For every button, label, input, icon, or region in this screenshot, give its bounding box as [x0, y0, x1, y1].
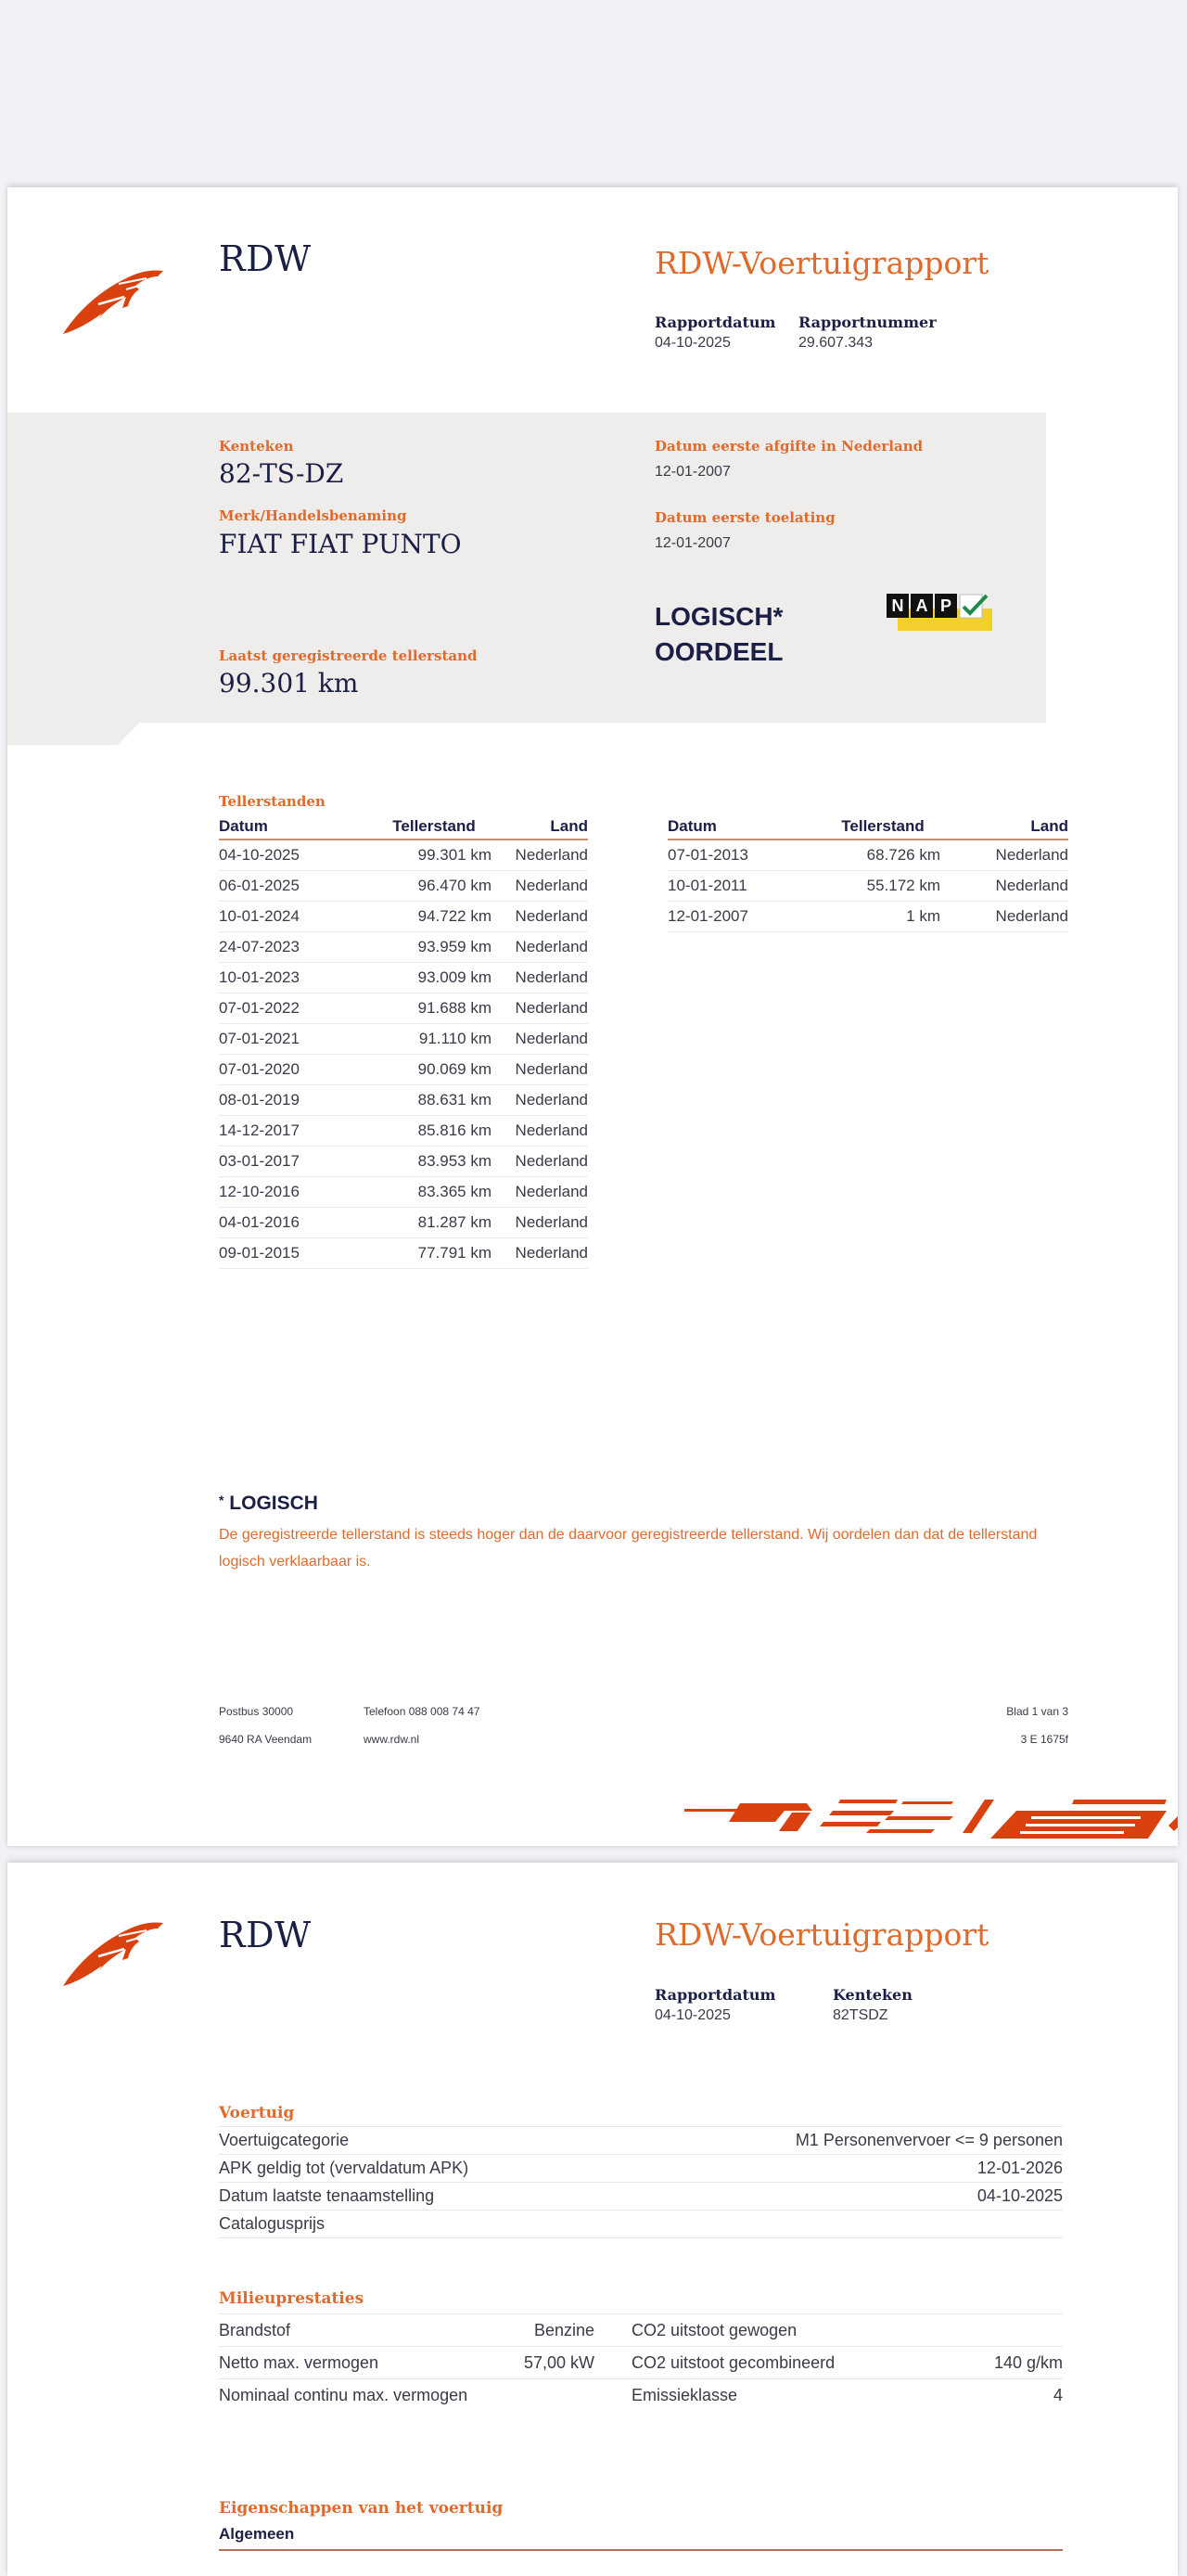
row-datum: 14-12-2017 [219, 1116, 377, 1147]
meta-value: 29.607.343 [798, 335, 874, 351]
tellerstanden-table-right [668, 817, 1068, 932]
tellerstand-row [219, 1116, 588, 1147]
row-datum: 07-01-2021 [219, 1024, 377, 1055]
milieu-label: Netto max. vermogen [219, 2353, 379, 2372]
row-datum: 08-01-2019 [219, 1085, 377, 1116]
rdw-stripes-decoration [675, 1798, 1178, 1846]
milieu-value [488, 2379, 594, 2411]
row-datum: 24-07-2023 [219, 932, 377, 963]
row-tellerstand: 55.172 km [825, 871, 940, 902]
tellerstand-row [219, 963, 588, 993]
milieu-value: Benzine [533, 2321, 594, 2339]
note-text: De geregistreerde tellerstand is steeds hoger dan de daarvoor geregistreerde tellerstand. Wij oordelen dan dat de tellerstand logisch verklaarbaar is. [219, 1527, 1038, 1570]
row-tellerstand: 77.791 km [377, 1238, 491, 1269]
col-header-land: Land [940, 817, 1068, 839]
report-page-2 [7, 1863, 1178, 2576]
meta-rapportdatum [655, 1986, 775, 2024]
voertuig-row [219, 2126, 1063, 2154]
row-tellerstand: 91.688 km [377, 993, 491, 1024]
col-header-tellerstand: Tellerstand [377, 817, 491, 839]
voertuig-label: Catalogusprijs [219, 2214, 325, 2233]
row-land: Nederland [491, 1116, 588, 1147]
algemeen-subtitle: Algemeen [219, 2525, 1063, 2551]
afgifte-label: Datum eerste afgifte in Nederland [655, 438, 924, 455]
tellerstand-row [219, 1024, 588, 1055]
milieu-label: CO2 uitstoot gewogen [632, 2321, 798, 2339]
meta-rapportnummer [798, 314, 937, 352]
row-tellerstand: 83.365 km [377, 1177, 491, 1208]
note-title-text: LOGISCH [229, 1493, 318, 1514]
row-datum: 12-10-2016 [219, 1177, 377, 1208]
nap-letter: N [887, 594, 909, 618]
milieu-spacer [594, 2347, 632, 2378]
tellerstand-row [219, 993, 588, 1024]
milieu-spacer [594, 2379, 632, 2411]
voertuig-label: Datum laatste tenaamstelling [219, 2186, 435, 2205]
oordeel-line2: OORDEEL [655, 637, 784, 666]
meta-label: Rapportdatum [655, 314, 776, 331]
tellerstanden-table-left [219, 817, 588, 1269]
row-land: Nederland [491, 1085, 588, 1116]
tellerstand-row [668, 871, 1068, 902]
voertuig-title: Voertuig [219, 2104, 295, 2122]
row-land: Nederland [491, 1208, 588, 1238]
tellerstand-row [219, 932, 588, 963]
row-land: Nederland [491, 1177, 588, 1208]
meta-kenteken [833, 1986, 913, 2024]
milieu-title: Milieuprestaties [219, 2289, 364, 2308]
row-land: Nederland [491, 871, 588, 902]
tellerstand-row [219, 1177, 588, 1208]
voertuig-row [219, 2182, 1063, 2210]
row-datum: 04-10-2025 [219, 839, 377, 871]
row-land: Nederland [491, 902, 588, 932]
row-tellerstand: 90.069 km [377, 1055, 491, 1085]
row-tellerstand: 88.631 km [377, 1085, 491, 1116]
meta-label: Rapportnummer [798, 314, 937, 331]
kenteken-value: 82-TS-DZ [219, 458, 344, 489]
tellerstand-row [219, 1055, 588, 1085]
voertuig-row [219, 2154, 1063, 2182]
summary-panel [7, 413, 1046, 723]
row-land: Nederland [940, 871, 1068, 902]
voertuig-value: 04-10-2025 [976, 2186, 1063, 2205]
tellerstand-row [668, 902, 1068, 932]
row-datum: 04-01-2016 [219, 1208, 377, 1238]
meta-value: 82TSDZ [833, 2007, 888, 2023]
col-header-land: Land [491, 817, 588, 839]
tellerstand-row [219, 871, 588, 902]
summary-panel-tail [7, 723, 139, 745]
row-tellerstand: 83.953 km [377, 1147, 491, 1177]
tellerstand-row [219, 1085, 588, 1116]
row-land: Nederland [491, 1024, 588, 1055]
tellerstand-row [668, 839, 1068, 871]
meta-label: Rapportdatum [655, 1986, 776, 2004]
tellerstand-row [219, 839, 588, 871]
row-land: Nederland [940, 839, 1068, 871]
row-datum: 10-01-2011 [668, 871, 825, 902]
meta-label: Kenteken [833, 1986, 913, 2004]
note-star: * [219, 1493, 224, 1507]
row-tellerstand: 81.287 km [377, 1208, 491, 1238]
row-land: Nederland [491, 1238, 588, 1269]
nap-logo [887, 594, 996, 636]
row-tellerstand: 68.726 km [825, 839, 940, 871]
row-land: Nederland [940, 902, 1068, 932]
row-datum: 07-01-2022 [219, 993, 377, 1024]
tellerstand-row [219, 1147, 588, 1177]
tellerstanden-title: Tellerstanden [219, 793, 325, 810]
row-land: Nederland [491, 993, 588, 1024]
voertuig-list [219, 2126, 1063, 2238]
meta-value: 04-10-2025 [655, 2007, 731, 2023]
footer-postbus: Postbus 30000 [219, 1705, 294, 1718]
tellerstand-row [219, 1208, 588, 1238]
tellerstand-row [219, 902, 588, 932]
footer-phone: Telefoon 088 008 74 47 [364, 1705, 480, 1718]
voertuig-label: Voertuigcategorie [219, 2131, 350, 2149]
brand-name: RDW [219, 238, 312, 279]
merk-label: Merk/Handelsbenaming [219, 507, 407, 524]
oordeel-line1: LOGISCH* [655, 602, 784, 631]
rdw-feather-logo-icon [61, 1914, 165, 1988]
merk-value: FIAT FIAT PUNTO [219, 529, 462, 559]
row-tellerstand: 1 km [825, 902, 940, 932]
meta-value: 04-10-2025 [655, 335, 731, 351]
voertuig-label: APK geldig tot (vervaldatum APK) [219, 2159, 469, 2177]
milieu-label: CO2 uitstoot gecombineerd [632, 2353, 836, 2372]
col-header-tellerstand: Tellerstand [825, 817, 940, 839]
footer-page-number: Blad 1 van 3 [1006, 1705, 1068, 1718]
footer-address: 9640 RA Veendam [219, 1733, 313, 1746]
row-tellerstand: 85.816 km [377, 1116, 491, 1147]
row-datum: 06-01-2025 [219, 871, 377, 902]
milieu-value [928, 2314, 1063, 2346]
footer-code: 3 E 1675f [1020, 1733, 1068, 1746]
toelating-label: Datum eerste toelating [655, 509, 836, 526]
row-land: Nederland [491, 1055, 588, 1085]
report-title: RDW-Voertuigrapport [655, 1916, 989, 1953]
report-title: RDW-Voertuigrapport [655, 245, 989, 281]
voertuig-row [219, 2210, 1063, 2238]
tellerstand-row [219, 1238, 588, 1269]
note-title [219, 1493, 318, 1515]
rdw-feather-logo-icon [61, 262, 165, 336]
eigenschappen-title: Eigenschappen van het voertuig [219, 2499, 504, 2518]
milieu-grid [219, 2313, 1063, 2411]
voertuig-value: 12-01-2026 [976, 2159, 1063, 2177]
row-tellerstand: 93.959 km [377, 932, 491, 963]
toelating-value: 12-01-2007 [655, 535, 731, 551]
row-datum: 03-01-2017 [219, 1147, 377, 1177]
row-datum: 10-01-2023 [219, 963, 377, 993]
row-datum: 07-01-2013 [668, 839, 825, 871]
brand-name: RDW [219, 1915, 312, 1955]
row-datum: 09-01-2015 [219, 1238, 377, 1269]
row-tellerstand: 94.722 km [377, 902, 491, 932]
row-tellerstand: 96.470 km [377, 871, 491, 902]
milieu-label: Emissieklasse [632, 2386, 738, 2404]
row-land: Nederland [491, 839, 588, 871]
col-header-datum: Datum [668, 817, 825, 839]
milieu-value: 57,00 kW [523, 2353, 594, 2372]
footer-web-link[interactable]: www.rdw.nl [364, 1733, 420, 1746]
milieu-row [219, 2313, 1063, 2346]
row-tellerstand: 93.009 km [377, 963, 491, 993]
nap-letter: A [911, 594, 933, 618]
milieu-row [219, 2346, 1063, 2378]
report-page-1 [7, 187, 1178, 1846]
col-header-datum: Datum [219, 817, 377, 839]
milieu-value: 4 [1053, 2386, 1063, 2404]
row-datum: 07-01-2020 [219, 1055, 377, 1085]
row-tellerstand: 91.110 km [377, 1024, 491, 1055]
voertuig-value: M1 Personenvervoer <= 9 personen [795, 2131, 1063, 2149]
row-land: Nederland [491, 932, 588, 963]
meta-rapportdatum [655, 314, 775, 352]
afgifte-value: 12-01-2007 [655, 464, 731, 480]
nap-check-icon [959, 592, 990, 620]
milieu-label: Nominaal continu max. vermogen [219, 2386, 468, 2404]
row-land: Nederland [491, 1147, 588, 1177]
nap-letter: P [935, 594, 957, 618]
row-land: Nederland [491, 963, 588, 993]
kenteken-label: Kenteken [219, 438, 294, 455]
milieu-spacer [594, 2314, 632, 2346]
row-datum: 12-01-2007 [668, 902, 825, 932]
oordeel [655, 599, 783, 670]
milieu-row [219, 2378, 1063, 2411]
row-tellerstand: 99.301 km [377, 839, 491, 871]
milieu-value: 140 g/km [993, 2353, 1063, 2372]
tellerstand-value: 99.301 km [219, 668, 359, 698]
row-datum: 10-01-2024 [219, 902, 377, 932]
milieu-label: Brandstof [219, 2321, 291, 2339]
tellerstand-label: Laatst geregistreerde tellerstand [219, 647, 478, 664]
